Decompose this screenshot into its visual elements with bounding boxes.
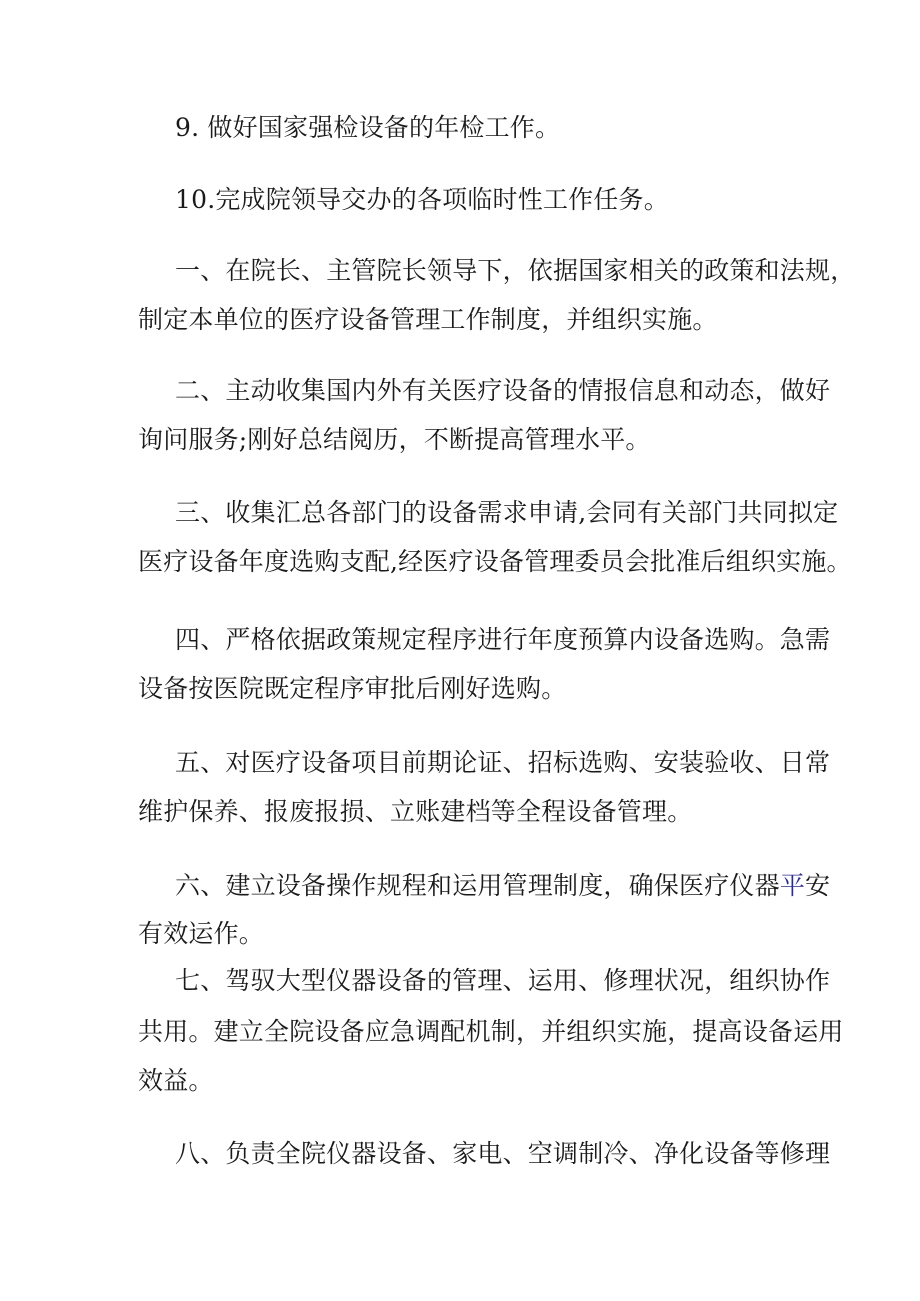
- paragraph-line: 医疗设备年度选购支配,经医疗设备管理委员会批准后组织实施。: [138, 547, 852, 576]
- paragraph-line: 五、对医疗设备项目前期论证、招标选购、安装验收、日常: [175, 748, 831, 777]
- paragraph-line: 设备按医院既定程序审批后刚好选购。: [138, 674, 567, 703]
- paragraph-line: 一、在院长、主管院长领导下，依据国家相关的政策和法规，: [175, 256, 856, 285]
- paragraph-line: 询问服务;刚好总结阅历，不断提高管理水平。: [138, 425, 651, 454]
- paragraph-line: 有效运作。: [138, 919, 265, 948]
- highlighted-character: 平: [779, 871, 806, 900]
- paragraph-line: [175, 868, 830, 904]
- paragraph-line: 效益。: [138, 1066, 214, 1095]
- paragraph-line: 四、严格依据政策规定程序进行年度预算内设备选购。急需: [175, 625, 831, 654]
- paragraph-line: 维护保养、报废报损、立账建档等全程设备管理。: [138, 797, 693, 826]
- paragraph-line: 八、负责全院仪器设备、家电、空调制冷、净化设备等修理: [175, 1139, 831, 1168]
- item-9: 9. 做好国家强检设备的年检工作。: [175, 113, 561, 142]
- paragraph-line: 三、收集汇总各部门的设备需求申请,会同有关部门共同拟定: [175, 498, 839, 527]
- item-10: 10.完成院领导交办的各项临时性工作任务。: [175, 185, 669, 214]
- paragraph-text: 六、建立设备操作规程和运用管理制度，确保医疗仪器: [175, 871, 780, 900]
- paragraph-line: 二、主动收集国内外有关医疗设备的情报信息和动态，做好: [175, 376, 831, 405]
- paragraph-line: 共用。建立全院设备应急调配机制，并组织实施，提高设备运用: [138, 1017, 844, 1046]
- paragraph-line: 七、驾驭大型仪器设备的管理、运用、修理状况，组织协作: [175, 966, 831, 995]
- paragraph-text: 安: [805, 871, 831, 900]
- paragraph-line: 制定本单位的医疗设备管理工作制度，并组织实施。: [138, 305, 718, 334]
